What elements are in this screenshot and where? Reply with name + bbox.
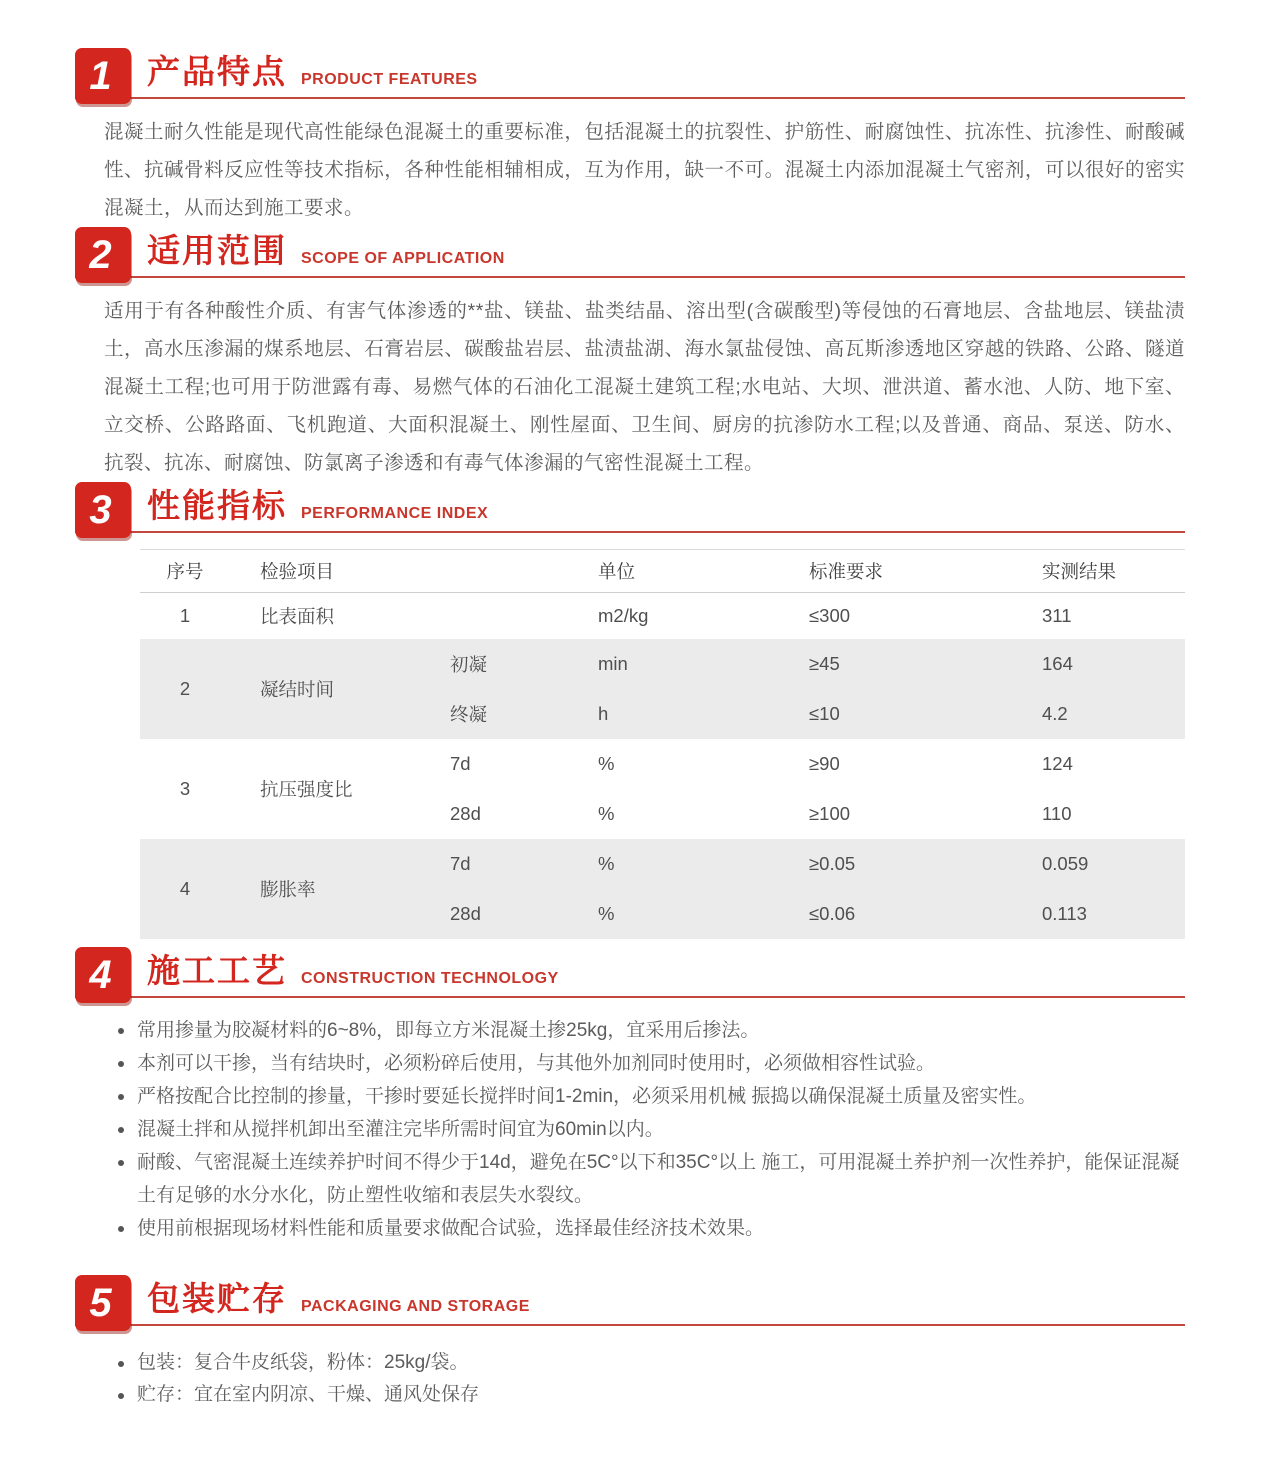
column-header-unit: 单位	[598, 561, 636, 582]
table-row	[430, 889, 1185, 939]
table-row-group	[140, 739, 1185, 839]
bullet-text: 包装：复合牛皮纸袋，粉体：25kg/袋。	[137, 1352, 469, 1373]
section-4-title: 施工工艺	[147, 952, 287, 989]
bullet-text: 严格按配合比控制的掺量，干掺时要延长搅拌时间1-2min，必须采用机械 振捣以确保混凝土质量及密实性。	[137, 1086, 1037, 1107]
bullet-icon	[118, 1061, 124, 1067]
table-row	[430, 739, 1185, 789]
section-3-number-badge	[75, 482, 131, 538]
list-item	[118, 1347, 1185, 1379]
cell-std: ≤10	[809, 703, 840, 724]
section-number: 2	[89, 233, 112, 277]
list-item	[118, 1047, 1185, 1080]
table-row	[430, 639, 1185, 689]
table-row	[430, 789, 1185, 839]
column-header-no: 序号	[166, 561, 204, 582]
section-scope-of-application	[0, 227, 1280, 482]
section-5-header	[75, 1275, 1185, 1326]
section-1-subtitle-en: PRODUCT FEATURES	[301, 71, 478, 88]
section-number: 5	[89, 1281, 112, 1325]
cell-std: ≤300	[809, 605, 851, 626]
bullet-icon	[118, 1127, 124, 1133]
section-1-title: 产品特点	[147, 53, 287, 90]
cell-unit: %	[598, 753, 615, 774]
section-2-subtitle-en: SCOPE OF APPLICATION	[301, 250, 505, 267]
cell-std: ≥90	[809, 753, 840, 774]
table-row	[430, 689, 1185, 739]
cell-unit: h	[598, 703, 609, 724]
cell-sub: 28d	[450, 903, 481, 924]
cell-unit: %	[598, 853, 615, 874]
bullet-text: 本剂可以干掺，当有结块时，必须粉碎后使用，与其他外加剂同时使用时，必须做相容性试验。	[137, 1053, 936, 1074]
cell-std: ≥0.05	[809, 853, 856, 874]
cell-sub: 终凝	[450, 704, 488, 725]
section-number: 1	[89, 54, 112, 98]
bullet-icon	[118, 1226, 124, 1232]
section-performance-index	[0, 482, 1280, 939]
column-header-std: 标准要求	[809, 561, 884, 582]
section-3-subtitle-en: PERFORMANCE INDEX	[301, 505, 489, 522]
table-header-row	[140, 549, 1185, 593]
cell-result: 0.059	[1042, 853, 1089, 874]
bullet-text: 使用前根据现场材料性能和质量要求做配合试验，选择最佳经济技术效果。	[137, 1218, 765, 1239]
bullet-icon	[118, 1393, 124, 1399]
section-packaging-and-storage	[0, 1275, 1280, 1411]
cell-unit: %	[598, 903, 615, 924]
section-number: 3	[89, 488, 112, 532]
cell-std: ≤0.06	[809, 903, 856, 924]
bullet-text: 混凝土拌和从搅拌机卸出至灌注完毕所需时间宜为60min以内。	[137, 1119, 664, 1140]
cell-sub: 初凝	[450, 654, 488, 675]
row-no: 4	[179, 878, 191, 899]
list-item	[118, 1212, 1185, 1245]
row-no: 2	[179, 678, 191, 699]
section-2-header	[75, 227, 1185, 278]
row-item: 抗压强度比	[260, 779, 353, 800]
list-item	[118, 1014, 1185, 1047]
cell-std: ≥45	[809, 653, 840, 674]
cell-sub: 28d	[450, 803, 481, 824]
cell-sub: 7d	[450, 853, 471, 874]
table-row-group	[140, 593, 1185, 639]
section-4-subtitle-en: CONSTRUCTION TECHNOLOGY	[301, 970, 559, 987]
cell-result: 4.2	[1042, 703, 1068, 724]
performance-table	[140, 549, 1185, 939]
cell-result: 0.113	[1042, 903, 1087, 924]
section-5-title: 包装贮存	[147, 1280, 287, 1317]
section-1-number-badge	[75, 48, 131, 104]
section-3-header	[75, 482, 1185, 533]
construction-bullet-list	[118, 1014, 1185, 1245]
cell-sub: 7d	[450, 753, 471, 774]
cell-result: 311	[1042, 605, 1072, 626]
table-row	[430, 839, 1185, 889]
row-item: 凝结时间	[260, 679, 335, 700]
list-item	[118, 1080, 1185, 1113]
cell-result: 124	[1042, 753, 1073, 774]
packaging-bullet-list	[118, 1347, 1185, 1411]
cell-result: 110	[1042, 803, 1072, 824]
section-5-number-badge	[75, 1275, 131, 1331]
bullet-text: 耐酸、气密混凝土连续养护时间不得少于14d，避免在5C°以下和35C°以上 施工，可用混凝土养护剂一次性养护，能保证混凝土有足够的水分水化，防止塑性收缩和表层失水裂纹。	[137, 1152, 1180, 1206]
column-header-item: 检验项目	[260, 561, 335, 582]
bullet-icon	[118, 1028, 124, 1034]
section-3-title: 性能指标	[147, 487, 287, 524]
row-item: 比表面积	[260, 606, 335, 627]
list-item	[118, 1379, 1185, 1411]
row-item: 膨胀率	[260, 879, 316, 900]
section-5-subtitle-en: PACKAGING AND STORAGE	[301, 1298, 530, 1315]
list-item	[118, 1146, 1185, 1212]
section-construction-technology	[0, 947, 1280, 1245]
bullet-icon	[118, 1094, 124, 1100]
cell-unit: min	[598, 653, 628, 674]
section-product-features	[0, 48, 1280, 227]
cell-unit: %	[598, 803, 615, 824]
section-1-header	[75, 48, 1185, 99]
section-2-paragraph: 适用于有各种酸性介质、有害气体渗透的**盐、镁盐、盐类结晶、溶出型(含碳酸型)等侵蚀的石膏地层、含盐地层、镁盐渍土，高水压渗漏的煤系地层、石膏岩层、碳酸盐岩层、盐渍盐湖、海水氯盐侵蚀、高瓦斯渗透地区穿越的铁路、公路、隧道混凝土工程;也可用于防泄露有毒、易燃气体的石油化工混凝土建筑工程;水电站、大坝、泄洪道、蓄水池、人防、地下室、立交桥、公路路面、飞机跑道、大面积混凝土、刚性屋面、卫生间、厨房的抗渗防水工程;以及普通、商品、泵送、防水、抗裂、抗冻、耐腐蚀、防氯离子渗透和有毒气体渗漏的气密性混凝土工程。	[104, 300, 1185, 474]
section-2-number-badge	[75, 227, 131, 283]
section-1-paragraph: 混凝土耐久性能是现代高性能绿色混凝土的重要标准，包括混凝土的抗裂性、护筋性、耐腐蚀性、抗冻性、抗渗性、耐酸碱性、抗碱骨料反应性等技术指标，各种性能相辅相成，互为作用，缺一不可。混凝土内添加混凝土气密剂，可以很好的密实混凝土，从而达到施工要求。	[104, 121, 1185, 219]
bullet-icon	[118, 1361, 124, 1367]
bullet-text: 常用掺量为胶凝材料的6~8%，即每立方米混凝土掺25kg，宜采用后掺法。	[137, 1020, 760, 1041]
row-no: 3	[179, 778, 191, 799]
section-2-title: 适用范围	[147, 232, 287, 269]
list-item	[118, 1113, 1185, 1146]
bullet-text: 贮存：宜在室内阴凉、干燥、通风处保存	[137, 1384, 480, 1405]
section-4-number-badge	[75, 947, 131, 1003]
section-4-header	[75, 947, 1185, 998]
table-row-group	[140, 639, 1185, 739]
section-number: 4	[89, 953, 112, 997]
table-row	[430, 593, 1185, 639]
cell-unit: m2/kg	[598, 605, 649, 626]
column-header-result: 实测结果	[1042, 561, 1117, 582]
row-no: 1	[179, 605, 191, 626]
cell-result: 164	[1042, 653, 1073, 674]
table-row-group	[140, 839, 1185, 939]
cell-std: ≥100	[809, 803, 851, 824]
bullet-icon	[118, 1160, 124, 1166]
